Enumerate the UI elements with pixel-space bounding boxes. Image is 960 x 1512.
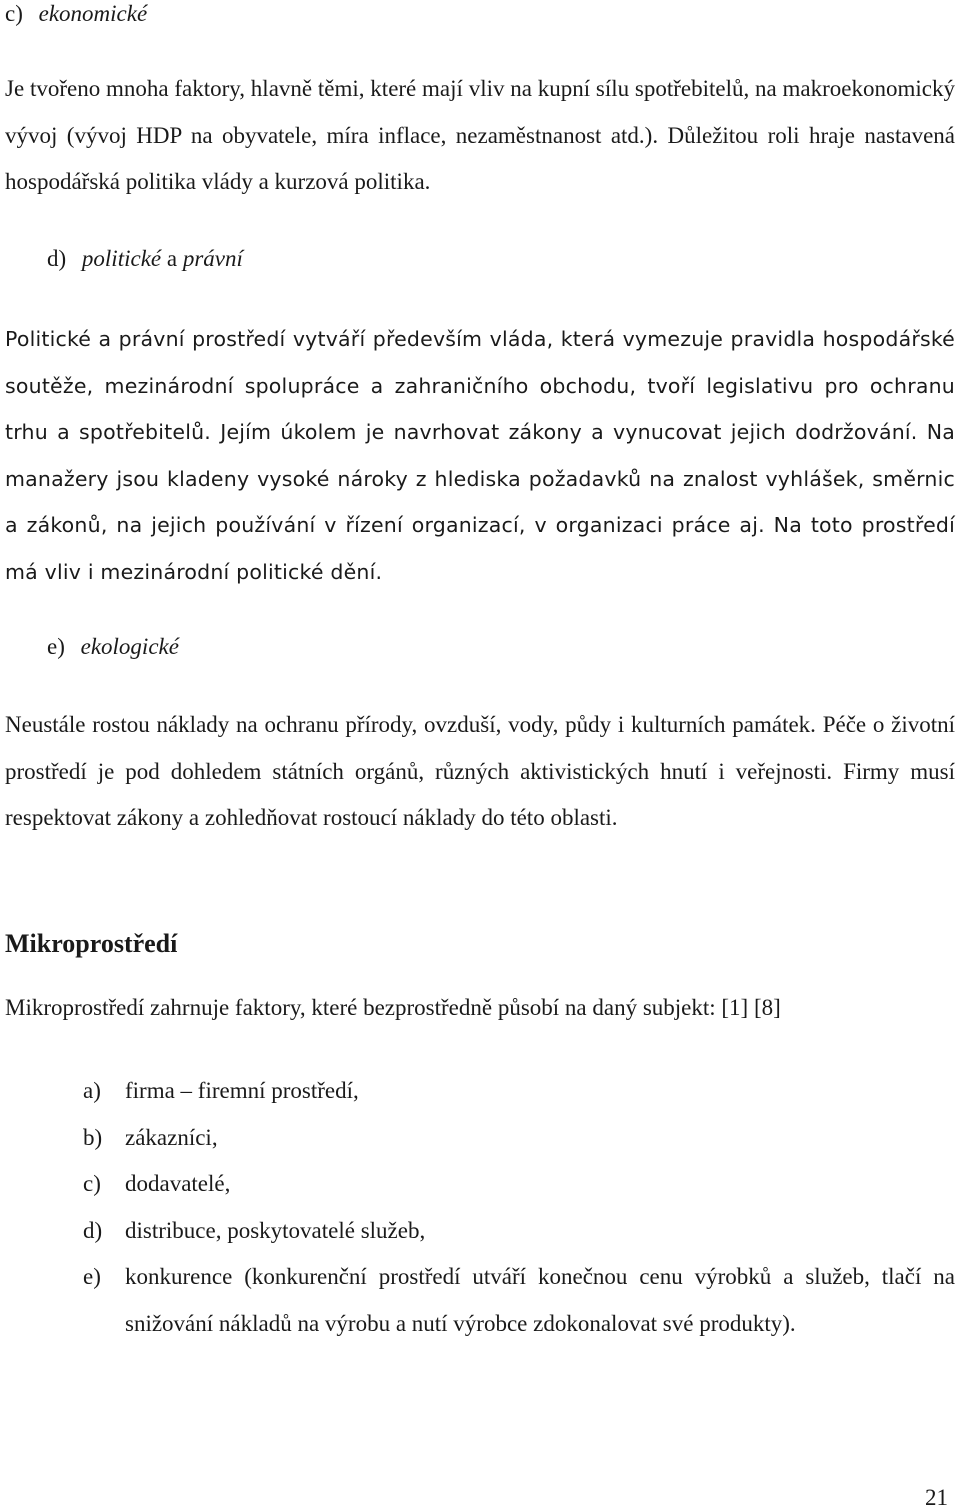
list-item-text: dodavatelé,: [125, 1171, 231, 1196]
section-e-marker: e): [47, 634, 65, 659]
section-c-paragraph: Je tvořeno mnoha faktory, hlavně těmi, které mají vliv na kupní sílu spotřebitelů, na makroekonomický vývoj (vývoj HDP na obyvatele, míra inflace, nezaměstnanost atd.). Důležitou roli hraje nastavená hospodářská politika vlády a kurzová politika.: [5, 76, 955, 194]
section-d-marker: d): [47, 246, 67, 271]
section-e-title: ekologické: [80, 634, 179, 659]
list-item-text: konkurence (konkurenční prostředí utváří konečnou cenu výrobků a služeb, tlačí na snižování nákladů na výrobu a nutí výrobce zdokonalovat své produkty).: [125, 1264, 955, 1336]
section-c-heading: [5, 0, 147, 28]
list-item-marker: a): [83, 1078, 101, 1103]
mikro-factor-list: [83, 1068, 955, 1347]
section-d-paragraph: Politické a právní prostředí vytváří především vláda, která vymezuje pravidla hospodářské soutěže, mezinárodní spolupráce a zahraničního obchodu, tvoří legislativu pro ochranu trhu a spotřebitelů. Jejím úkolem je navrhovat zákony a vynucovat jejich dodržování. Na manažery jsou kladeny vysoké nároky z hlediska požadavků na znalost vyhlášek, směrnic a zákonů, na jejich používání v řízení organizací, v organizaci práce aj. Na toto prostředí má vliv i mezinárodní politické dění.: [5, 327, 955, 584]
list-item-marker: b): [83, 1124, 103, 1150]
list-item: [83, 1115, 955, 1162]
list-item-text: firma – firemní prostředí,: [125, 1078, 359, 1103]
page-number: 21: [925, 1485, 948, 1510]
section-d-title-conj: a: [166, 246, 178, 271]
list-item-text: zákazníci,: [125, 1124, 218, 1150]
list-item-marker: e): [83, 1264, 101, 1289]
list-item-marker: d): [83, 1217, 103, 1243]
section-c-marker: c): [5, 1, 23, 26]
section-d-title-part1: politické: [81, 246, 162, 271]
section-c-title: ekonomické: [38, 1, 148, 26]
list-item: [83, 1208, 955, 1255]
list-item: [83, 1068, 955, 1115]
section-d-title-part2: právní: [182, 246, 243, 271]
list-item-marker: c): [83, 1171, 101, 1196]
section-e-heading: [47, 633, 179, 661]
section-e-paragraph: Neustále rostou náklady na ochranu přírody, ovzduší, vody, půdy i kulturních památek. Péče o životní prostředí je pod dohledem státních orgánů, různých aktivistických hnutí i veřejnosti. Firmy musí respektovat zákony a zohledňovat rostoucí náklady do této oblasti.: [5, 712, 955, 830]
list-item: [83, 1254, 955, 1347]
list-item: [83, 1161, 955, 1208]
mikro-heading: Mikroprostředí: [5, 929, 178, 958]
mikro-intro: Mikroprostředí zahrnuje faktory, které bezprostředně působí na daný subjekt: [1] [8]: [5, 995, 781, 1020]
section-d-heading: [47, 245, 243, 273]
list-item-text: distribuce, poskytovatelé služeb,: [125, 1217, 426, 1243]
document-page: [5, 0, 955, 1511]
